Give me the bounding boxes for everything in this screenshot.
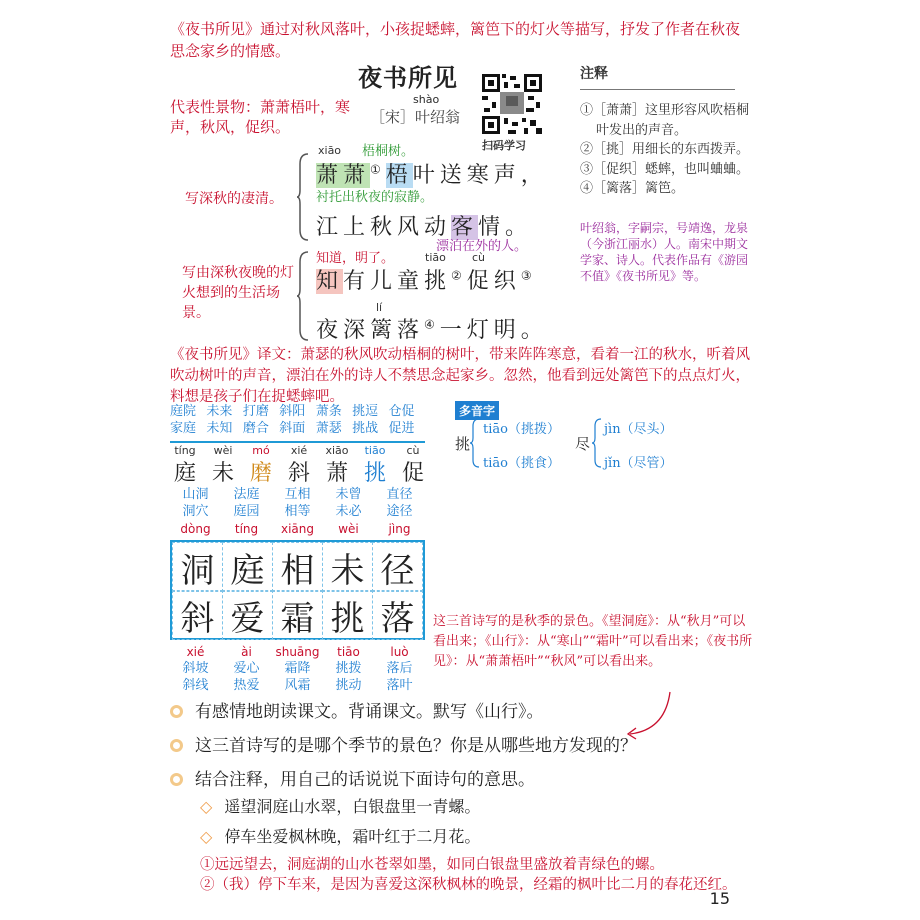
bullet-icon	[170, 773, 183, 786]
notes-list	[580, 101, 755, 199]
char-pinyin: wèi	[338, 522, 359, 536]
vocab-word: 未必	[335, 504, 362, 519]
grid-char: 落	[372, 590, 423, 640]
question-text: 有感情地朗读课文。背诵课文。默写《山行》。	[195, 702, 544, 722]
task-line: 停车坐爱枫林晚，霜叶红于二月花。	[224, 827, 481, 846]
intro-note: 《夜书所见》通过对秋风落叶，小孩捉蟋蟀，篱笆下的灯火等描写，抒发了作者在秋夜思念家乡的情感。	[170, 20, 741, 60]
char-pinyin: cù	[406, 444, 420, 457]
poem-title: 夜书所见	[358, 63, 458, 92]
vocab-word: 萧瑟	[315, 421, 342, 436]
vocab-word: 挑战	[352, 421, 379, 436]
poem-line-1	[316, 158, 548, 189]
page-number: 15	[709, 889, 730, 908]
vocab-word: 斜面	[279, 421, 306, 436]
qr-code-icon[interactable]	[480, 72, 544, 136]
vocab-word: 庭园	[233, 504, 260, 519]
vocab-word: 未曾	[335, 487, 362, 502]
char-pinyin: tíng	[174, 444, 196, 457]
translation: 《夜书所见》译文：萧瑟的秋风吹动梧桐的树叶，带来阵阵寒意，看着一江的秋水，听着风吹动树叶的声音，漂泊在外的诗人不禁思念起家乡。忽然，他看到远处篱笆下的点点灯火，料想是孩子们在捉蟋蟀吧。	[170, 347, 750, 405]
brace-icon	[470, 418, 480, 468]
question-2	[170, 731, 637, 756]
note-item: ①［萧萧］这里形容风吹梧桐叶发出的声音。	[580, 103, 750, 138]
poly-reading: jǐn（尽管）	[604, 456, 673, 471]
poly-reading: jìn（尽头）	[604, 422, 673, 437]
vocab-word: 庭院	[170, 404, 197, 419]
vocab-word: 挑动	[335, 678, 362, 693]
poem-word-xiaoxiao: 萧萧	[316, 163, 371, 188]
vocab-word: 相等	[284, 504, 311, 519]
grid-char: 洞	[172, 542, 223, 592]
bullet-icon	[170, 739, 183, 752]
poem-text: 情。	[478, 215, 533, 240]
vocab-word: 霜降	[284, 661, 311, 676]
char-pinyin: dòng	[180, 522, 211, 536]
note-marker: ③	[520, 268, 537, 283]
poem-text: 一灯明。	[439, 318, 548, 343]
note-item: ④［篱落］篱笆。	[580, 181, 685, 196]
vocab-word: 仓促	[388, 404, 415, 419]
grid-char: 爱	[222, 590, 273, 640]
vocab-word: 挑拨	[335, 661, 362, 676]
poem-line-4	[316, 313, 548, 344]
note-marker: ①	[370, 162, 386, 177]
poem-text: 夜深篱落	[316, 318, 425, 343]
poem-author: ［宋］叶绍翁	[370, 108, 461, 126]
pinyin-xiao: xiāo	[318, 144, 342, 157]
question-text: 结合注释，用自己的话说说下面诗句的意思。	[195, 770, 535, 790]
pinyin-cu: cù	[472, 251, 486, 264]
pinyin-tiao: tiāo	[425, 251, 446, 264]
char-pinyin: jìng	[388, 522, 411, 536]
vocab-word: 斜坡	[182, 661, 209, 676]
char-pinyin: xié	[186, 645, 205, 659]
divider	[170, 441, 425, 443]
question-3	[170, 765, 535, 790]
grid-char: 相	[272, 542, 323, 592]
grid-char: 庭	[222, 542, 273, 592]
char: 挑	[363, 461, 386, 486]
chars-top	[166, 456, 436, 487]
grid-char: 径	[372, 542, 423, 592]
note-item: ②［挑］用细长的东西拨弄。	[580, 142, 750, 157]
author-pinyin: shào	[413, 93, 440, 106]
character-grid	[170, 540, 425, 640]
poem-line-task	[200, 824, 480, 847]
vocab-word: 落叶	[386, 678, 413, 693]
vocab-word: 斜线	[182, 678, 209, 693]
bullet-icon	[170, 705, 183, 718]
answer-2: ②（我）停下车来，是因为喜爱这深秋枫林的晚景，经霜的枫叶比二月的春花还红。	[200, 877, 737, 893]
poem-word-ke: 客	[451, 215, 479, 240]
vocab-word: 热爱	[233, 678, 260, 693]
vocab-word: 萧条	[315, 404, 342, 419]
question-1	[170, 697, 544, 722]
poem-note-2: 漂泊在外的人。	[436, 239, 528, 254]
gloss-wutong: 梧桐树。	[362, 144, 415, 159]
brace-icon	[296, 250, 310, 342]
vocab-word: 山洞	[182, 487, 209, 502]
vocab-word: 磨合	[242, 421, 269, 436]
grid-char: 挑	[322, 590, 373, 640]
pinyin-li: lí	[376, 301, 383, 314]
char-pinyin: shuāng	[275, 645, 320, 659]
char: 庭	[173, 461, 196, 486]
poem-line-task	[200, 794, 480, 817]
vocab-word: 互相	[284, 487, 311, 502]
answer-1: ①远远望去，洞庭湖的山水苍翠如墨，如同白银盘里盛放着青绿色的螺。	[200, 857, 664, 873]
poem-text: 叶送寒声，	[412, 163, 548, 188]
note-marker: ④	[424, 317, 440, 332]
vocab-word: 风霜	[284, 678, 311, 693]
poly-reading: tiāo（挑拨）	[483, 422, 560, 437]
poly-char-2: 尽	[575, 435, 591, 453]
char-pinyin: wèi	[213, 444, 233, 457]
brace-icon	[592, 418, 602, 468]
vocab-word: 途径	[386, 504, 413, 519]
char: 磨	[249, 461, 272, 486]
grid-char: 未	[322, 542, 373, 592]
vocab-word: 直径	[386, 487, 413, 502]
poem-text: 促织	[466, 269, 521, 294]
char-pinyin: xié	[290, 444, 308, 457]
char-pinyin: xiāng	[280, 522, 314, 536]
char-pinyin: tiāo	[337, 645, 360, 659]
char-pinyin: tíng	[234, 522, 259, 536]
poem-word-zhi: 知	[316, 269, 344, 294]
poem-word-wu: 梧	[385, 163, 413, 188]
vocab-mid	[170, 486, 425, 520]
grid-char: 霜	[272, 590, 323, 640]
brace-icon	[296, 152, 310, 242]
poem-text: 有儿童挑	[343, 269, 452, 294]
vocab-word: 家庭	[170, 421, 197, 436]
vocab-top	[170, 403, 425, 437]
poly-reading: tiāo（挑食）	[483, 456, 560, 471]
char-pinyin: mó	[252, 444, 270, 457]
question-text: 这三首诗写的是哪个季节的景色？你是从哪些地方发现的？	[195, 736, 637, 756]
vocab-word: 打磨	[242, 404, 269, 419]
side-note-1: 写深秋的凄清。	[185, 191, 283, 207]
char: 萧	[325, 461, 348, 486]
char-pinyin: luò	[390, 645, 409, 659]
char-pinyin: tiāo	[364, 444, 386, 457]
task-line: 遥望洞庭山水翠，白银盘里一青螺。	[224, 797, 481, 816]
vocab-word: 挑逗	[352, 404, 379, 419]
qr-label: 扫码学习	[482, 139, 526, 152]
answer-callout: 这三首诗写的是秋季的景色。《望洞庭》：从“秋月”可以看出来；《山行》：从“寒山”“霜叶”可以看出来；《夜书所见》：从“萧萧梧叶”“秋风”可以看出来。	[433, 614, 753, 669]
char-pinyin: ài	[241, 645, 252, 659]
vocab-word: 斜阳	[279, 404, 306, 419]
note-item: ③［促织］蟋蟀，也叫蛐蛐。	[580, 161, 750, 177]
author-bio: 叶绍翁，字嗣宗，号靖逸，龙泉（今浙江丽水）人。南宋中期文学家、诗人。代表作品有《游园不值》《夜书所见》等。	[580, 221, 749, 283]
char-pinyin: xiāo	[325, 444, 349, 457]
char: 未	[211, 461, 234, 486]
grid-pinyin-bottom	[170, 645, 425, 659]
vocab-word: 促进	[388, 421, 415, 436]
poly-char-1: 挑	[455, 435, 471, 453]
diamond-icon: ◇	[200, 827, 213, 846]
vocab-word: 法庭	[233, 487, 260, 502]
vocab-bottom	[170, 660, 425, 694]
grid-pinyin-top	[170, 522, 425, 536]
char: 促	[401, 461, 424, 486]
char: 斜	[287, 461, 310, 486]
polyphonic-tag: 多音字	[455, 401, 499, 420]
vocab-word: 洞穴	[182, 504, 209, 519]
gloss-zhi: 知道，明了。	[316, 251, 395, 266]
vocab-word: 爱心	[233, 661, 260, 676]
scenery-note: 代表性景物：萧萧梧叶，寒声，秋风，促织。	[170, 98, 351, 136]
vocab-word: 落后	[386, 661, 413, 676]
vocab-word: 未知	[206, 421, 233, 436]
side-note-2: 写由深秋夜晚的灯火想到的生活场景。	[182, 265, 294, 321]
polyphonic-box	[455, 400, 705, 420]
diamond-icon: ◇	[200, 797, 213, 816]
poem-line-3	[316, 264, 537, 295]
notes-heading: 注释	[580, 66, 608, 82]
poem-note-1: 衬托出秋夜的寂静。	[316, 190, 434, 205]
vocab-word: 未来	[206, 404, 233, 419]
poem-text: 江上秋风动	[316, 215, 452, 240]
grid-char: 斜	[172, 590, 223, 640]
note-marker: ②	[451, 268, 467, 283]
notes-divider	[580, 89, 735, 90]
